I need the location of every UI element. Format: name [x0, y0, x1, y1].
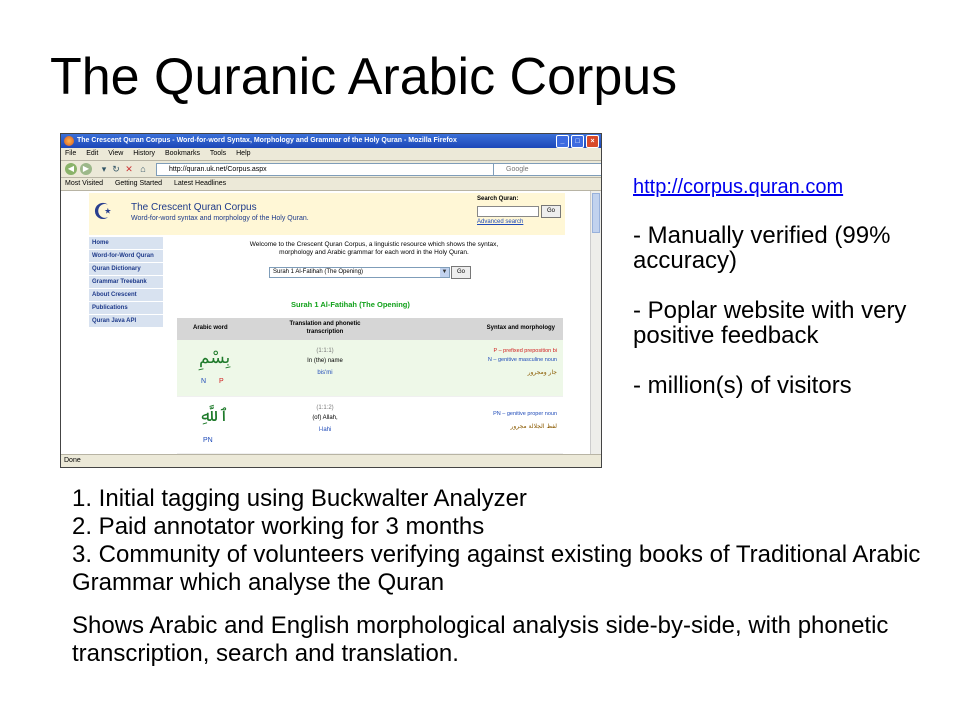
table-row[interactable]: [177, 340, 563, 397]
window-controls: [556, 135, 599, 148]
navigation-toolbar: [61, 161, 601, 178]
browser-screenshot: [60, 133, 602, 468]
scrollbar-thumb[interactable]: [592, 193, 600, 233]
arabic-word: بِسْمِ: [199, 348, 231, 368]
reload-icon[interactable]: ↻: [112, 164, 120, 174]
verse-ref: (1:1:1): [316, 348, 334, 354]
bookmarks-toolbar: [61, 178, 601, 191]
menu-help[interactable]: Help: [236, 150, 251, 157]
site-sidebar: [89, 237, 163, 328]
dropdown-icon[interactable]: ▾: [101, 164, 107, 174]
surah-go-button[interactable]: Go: [451, 266, 471, 279]
quran-search-input[interactable]: [477, 206, 539, 217]
sidebar-item-publications[interactable]: Publications: [89, 302, 163, 314]
sidebar-item-about[interactable]: About Crescent: [89, 289, 163, 301]
header-syntax: Syntax and morphology: [486, 325, 555, 331]
forward-icon[interactable]: ▶: [80, 163, 92, 175]
crescent-logo-icon: ☪: [93, 199, 113, 224]
sidebar-item-home[interactable]: Home: [89, 237, 163, 249]
browser-search-input[interactable]: Google: [493, 163, 602, 176]
close-icon[interactable]: ×: [586, 135, 599, 148]
site-header: [89, 193, 565, 235]
process-steps: [72, 485, 932, 597]
syntax-arabic: جار ومجرور: [527, 369, 557, 376]
menu-history[interactable]: History: [133, 150, 156, 157]
status-bar: Done: [61, 454, 602, 467]
menu-tools[interactable]: Tools: [209, 150, 227, 157]
menu-edit[interactable]: Edit: [86, 150, 99, 157]
minimize-icon[interactable]: _: [556, 135, 569, 148]
window-title: The Crescent Quran Corpus - Word-for-word Syntax, Morphology and Grammar of the Holy Quran - Mozilla Firefox: [77, 137, 457, 144]
step-2: 2. Paid annotator working for 3 months: [72, 513, 485, 540]
search-label: Search Quran:: [477, 196, 519, 202]
syntax-arabic: لفظ الجلالة مجرور: [510, 423, 557, 430]
table-header: [177, 318, 563, 340]
bookmark-most-visited[interactable]: Most Visited: [65, 180, 103, 187]
sidebar-item-treebank[interactable]: Grammar Treebank: [89, 276, 163, 288]
menu-view[interactable]: View: [108, 150, 124, 157]
advanced-search-link[interactable]: Advanced search: [477, 219, 524, 225]
header-arabic: Arabic word: [193, 325, 228, 331]
chevron-down-icon[interactable]: ▼: [441, 269, 448, 275]
bullet-visitors: - million(s) of visitors: [633, 372, 852, 399]
page-content: [61, 191, 591, 454]
corpus-link[interactable]: http://corpus.quran.com: [633, 176, 844, 198]
bullet-accuracy: - Manually verified (99% accuracy): [633, 222, 891, 274]
arabic-word: ٱللَّهِ: [199, 406, 229, 426]
pos-tag: PN: [203, 437, 213, 444]
surah-heading: Surah 1 Al-Fatihah (The Opening): [291, 300, 410, 309]
header-translation: Translation and phonetic transcription: [289, 321, 361, 335]
window-titlebar: [61, 134, 601, 148]
home-icon[interactable]: ⌂: [140, 164, 146, 174]
site-title[interactable]: The Crescent Quran Corpus: [131, 202, 257, 213]
bookmark-getting-started[interactable]: Getting Started: [114, 180, 163, 187]
verse-ref: (1:1:2): [316, 405, 334, 411]
menu-bar: [61, 148, 601, 161]
slide-title: The Quranic Arabic Corpus: [50, 48, 678, 106]
sidebar-item-word-for-word[interactable]: Word-for-Word Quran: [89, 250, 163, 262]
word-transliteration: l-lahi: [318, 427, 332, 433]
stop-icon[interactable]: ✕: [125, 164, 133, 174]
syntax-line: PN – genitive proper noun: [493, 411, 557, 417]
search-go-button[interactable]: Go: [541, 205, 561, 218]
syntax-line: P – prefixed preposition bi: [493, 348, 557, 354]
menu-bookmarks[interactable]: Bookmarks: [164, 150, 200, 157]
summary-text: Shows Arabic and English morphological analysis side-by-side, with phonetic transcription, search and translation.: [72, 612, 889, 667]
bullet-feedback: - Poplar website with very positive feedback: [633, 297, 907, 349]
surah-select[interactable]: [269, 267, 450, 278]
welcome-text: Welcome to the Crescent Quran Corpus, a linguistic resource which shows the syntax, morphology and Arabic grammar for each word in the Holy Quran.: [249, 241, 499, 256]
word-gloss: In (the) name: [307, 358, 343, 364]
firefox-logo-icon: [64, 136, 74, 146]
sidebar-item-java-api[interactable]: Quran Java API: [89, 315, 163, 327]
address-bar[interactable]: http://quran.uk.net/Corpus.aspx: [156, 163, 500, 176]
site-subtitle: Word-for-word syntax and morphology of the Holy Quran.: [131, 215, 309, 222]
menu-file[interactable]: File: [65, 150, 77, 157]
step-3: 3. Community of volunteers verifying against existing books of Traditional Arabic Grammar which analyse the Quran: [72, 541, 921, 596]
sidebar-item-dictionary[interactable]: Quran Dictionary: [89, 263, 163, 275]
vertical-scrollbar[interactable]: [590, 191, 601, 454]
maximize-icon[interactable]: □: [571, 135, 584, 148]
word-table: [177, 318, 563, 454]
step-1: 1. Initial tagging using Buckwalter Analyzer: [72, 485, 527, 512]
bookmark-latest-headlines[interactable]: Latest Headlines: [174, 180, 227, 187]
syntax-line: N – genitive masculine noun: [487, 357, 557, 363]
back-icon[interactable]: ◀: [65, 163, 77, 175]
feature-list: [633, 175, 953, 423]
pos-tag: N: [201, 378, 207, 385]
pos-tag: P: [219, 378, 224, 385]
table-row[interactable]: [177, 397, 563, 454]
surah-select-value: Surah 1 Al-Fatihah (The Opening): [273, 269, 364, 275]
word-transliteration: bis'mi: [317, 370, 333, 376]
word-gloss: (of) Allah,: [312, 415, 338, 421]
